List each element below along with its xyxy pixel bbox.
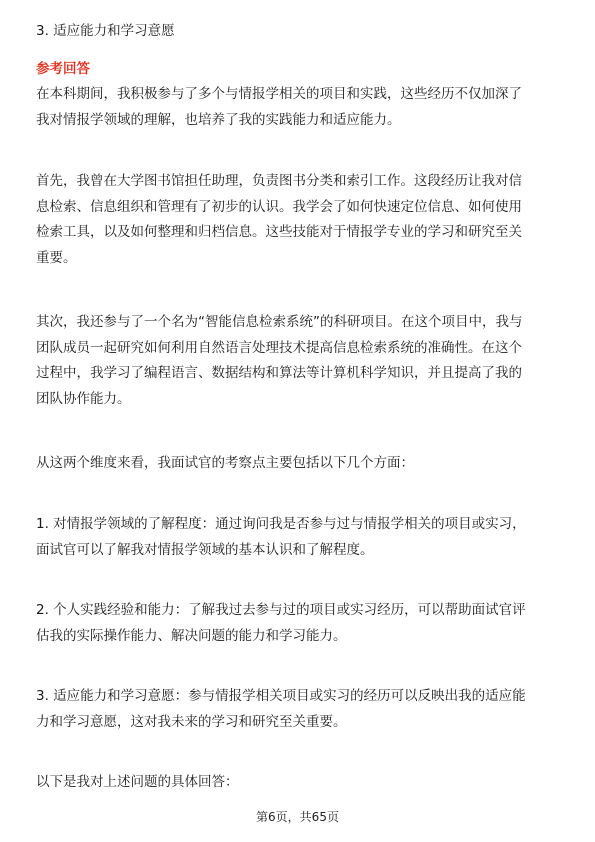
text-line: 团队协作能力。: [36, 390, 131, 407]
paragraph-intro: [36, 82, 568, 133]
text-line: 2. 个人实践经验和能力：了解我过去参与过的项目或实习经历，可以帮助面试官评: [36, 602, 526, 618]
text-line: 息检索、信息组织和管理有了初步的认识。我学会了如何快速定位信息、如何使用: [36, 198, 522, 215]
paragraph-closing: [36, 770, 568, 796]
section-heading: 3. 适应能力和学习意愿: [36, 23, 175, 39]
text-line: 1. 对情报学领域的了解程度：通过询问我是否参与过与情报学相关的项目或实习，: [36, 516, 526, 532]
text-line: 我对情报学领域的理解，也培养了我的实践能力和适应能力。: [36, 111, 401, 128]
text-line: 面试官可以了解我对情报学领域的基本认识和了解程度。: [36, 541, 374, 558]
text-line: 重要。: [36, 249, 77, 266]
answer-label: 参考回答: [36, 61, 90, 77]
list-item-3: [36, 684, 568, 735]
text-line: 过程中，我学习了编程语言、数据结构和算法等计算机科学知识，并且提高了我的: [36, 365, 522, 381]
text-line: 在本科期间，我积极参与了多个与情报学相关的项目和实践，这些经历不仅加深了: [36, 86, 522, 102]
text-line: 团队成员一起研究如何利用自然语言处理技术提高信息检索系统的准确性。在这个: [36, 339, 522, 356]
page-footer: 第6页，共65页: [256, 810, 339, 824]
text-line: 其次，我还参与了一个名为“智能信息检索系统”的科研项目。在这个项目中，我与: [36, 314, 523, 330]
text-line: 检索工具，以及如何整理和归档信息。这些技能对于情报学专业的学习和研究至关: [36, 224, 522, 240]
list-item-1: [36, 512, 568, 563]
text-line: 估我的实际操作能力、解决问题的能力和学习能力。: [36, 627, 347, 644]
paragraph-research-project: [36, 310, 568, 412]
paragraph-library-assistant: [36, 169, 568, 271]
list-item-2: [36, 598, 568, 649]
text-line: 力和学习意愿，这对我未来的学习和研究至关重要。: [36, 713, 347, 730]
text-line: 以下是我对上述问题的具体回答：: [36, 774, 239, 790]
text-line: 从这两个维度来看，我面试官的考察点主要包括以下几个方面：: [36, 455, 414, 471]
paragraph-assessment-intro: [36, 451, 568, 477]
text-line: 首先，我曾在大学图书馆担任助理，负责图书分类和索引工作。这段经历让我对信: [36, 173, 522, 189]
text-line: 3. 适应能力和学习意愿：参与情报学相关项目或实习的经历可以反映出我的适应能: [36, 688, 526, 704]
